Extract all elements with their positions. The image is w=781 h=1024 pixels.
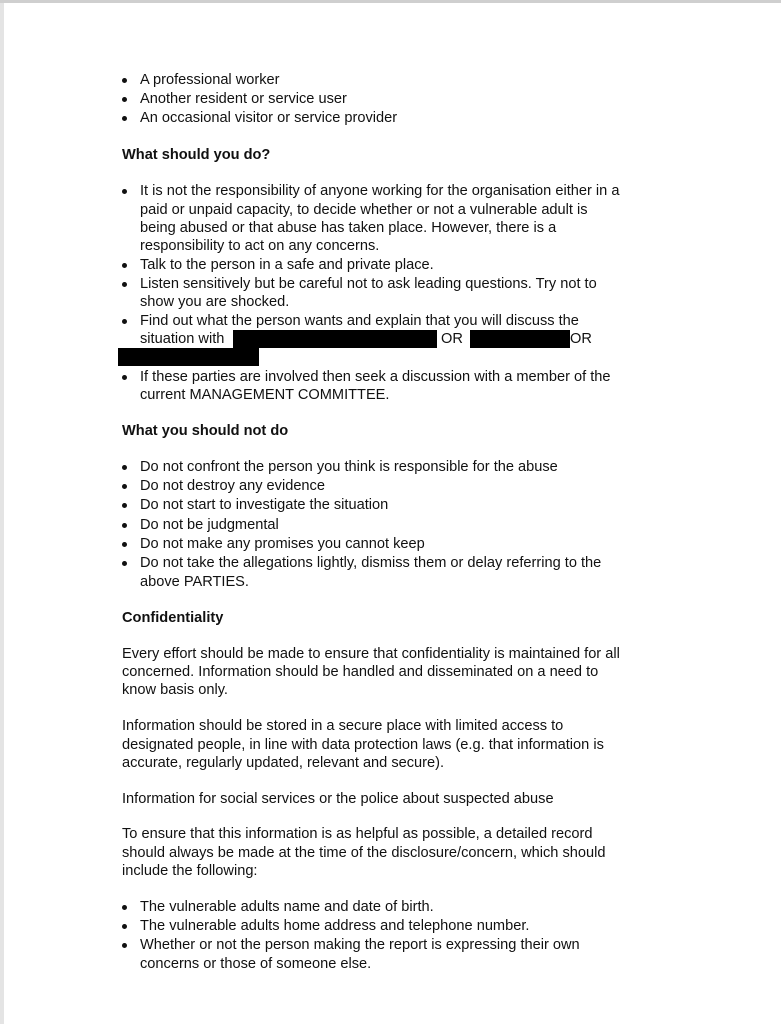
list-item-line: paid or unpaid capacity, to decide whether or not a vulnerable adult is <box>140 202 588 218</box>
bullet-icon <box>122 375 127 380</box>
list-item-line: above PARTIES. <box>140 574 249 590</box>
list-item-line: current MANAGEMENT COMMITTEE. <box>140 387 390 403</box>
bullet-icon <box>122 561 127 566</box>
list-item: Another resident or service user <box>140 91 347 107</box>
paragraph-line: include the following: <box>122 863 258 879</box>
list-item: Do not start to investigate the situation <box>140 497 389 513</box>
list-item: Do not be judgmental <box>140 517 279 533</box>
list-item: An occasional visitor or service provider <box>140 110 398 126</box>
heading-what-you-should-not-do: What you should not do <box>122 423 289 439</box>
paragraph-line: accurate, regularly updated, relevant and secure). <box>122 755 445 771</box>
paragraph-line: Every effort should be made to ensure that confidentiality is maintained for all <box>122 646 620 662</box>
paragraph-line: Information for social services or the police about suspected abuse <box>122 791 554 807</box>
bullet-icon <box>122 78 127 83</box>
bullet-icon <box>122 465 127 470</box>
bullet-icon <box>122 924 127 929</box>
list-item-line: situation with <box>140 331 225 347</box>
list-item: A professional worker <box>140 72 280 88</box>
paragraph-line: should always be made at the time of the disclosure/concern, which should <box>122 845 606 861</box>
or-text: OR <box>570 331 592 347</box>
list-item: Talk to the person in a safe and private place. <box>140 257 434 273</box>
list-item-line: It is not the responsibility of anyone working for the organisation either in a <box>140 183 620 199</box>
list-item-line: show you are shocked. <box>140 294 290 310</box>
list-item-line: If these parties are involved then seek a discussion with a member of the <box>140 369 611 385</box>
redaction-box <box>118 348 259 366</box>
bullet-icon <box>122 282 127 287</box>
list-item: The vulnerable adults name and date of birth. <box>140 899 434 915</box>
paragraph-line: designated people, in line with data protection laws (e.g. that information is <box>122 737 604 753</box>
bullet-icon <box>122 503 127 508</box>
bullet-icon <box>122 263 127 268</box>
bullet-icon <box>122 523 127 528</box>
paragraph-line: know basis only. <box>122 682 228 698</box>
bullet-icon <box>122 189 127 194</box>
list-item: Do not destroy any evidence <box>140 478 325 494</box>
bullet-icon <box>122 943 127 948</box>
or-text: OR <box>441 331 463 347</box>
list-item-line: responsibility to act on any concerns. <box>140 238 380 254</box>
heading-what-should-you-do: What should you do? <box>122 147 271 163</box>
bullet-icon <box>122 97 127 102</box>
list-item: The vulnerable adults home address and telephone number. <box>140 918 530 934</box>
paragraph-line: concerned. Information should be handled and disseminated on a need to <box>122 664 599 680</box>
bullet-icon <box>122 116 127 121</box>
bullet-icon <box>122 484 127 489</box>
redaction-box <box>233 330 437 348</box>
bullet-icon <box>122 905 127 910</box>
redaction-box <box>470 330 570 348</box>
list-item: Do not confront the person you think is responsible for the abuse <box>140 459 558 475</box>
list-item-line: being abused or that abuse has taken place. However, there is a <box>140 220 557 236</box>
heading-confidentiality: Confidentiality <box>122 610 224 626</box>
list-item: Do not make any promises you cannot keep <box>140 536 425 552</box>
list-item-line: Whether or not the person making the report is expressing their own <box>140 937 580 953</box>
bullet-icon <box>122 319 127 324</box>
list-item-line: Find out what the person wants and explain that you will discuss the <box>140 313 579 329</box>
paragraph-line: To ensure that this information is as helpful as possible, a detailed record <box>122 826 593 842</box>
paragraph-line: Information should be stored in a secure place with limited access to <box>122 718 564 734</box>
list-item-line: Listen sensitively but be careful not to ask leading questions. Try not to <box>140 276 597 292</box>
list-item-line: Do not take the allegations lightly, dismiss them or delay referring to the <box>140 555 602 571</box>
bullet-icon <box>122 542 127 547</box>
list-item-line: concerns or those of someone else. <box>140 956 372 972</box>
